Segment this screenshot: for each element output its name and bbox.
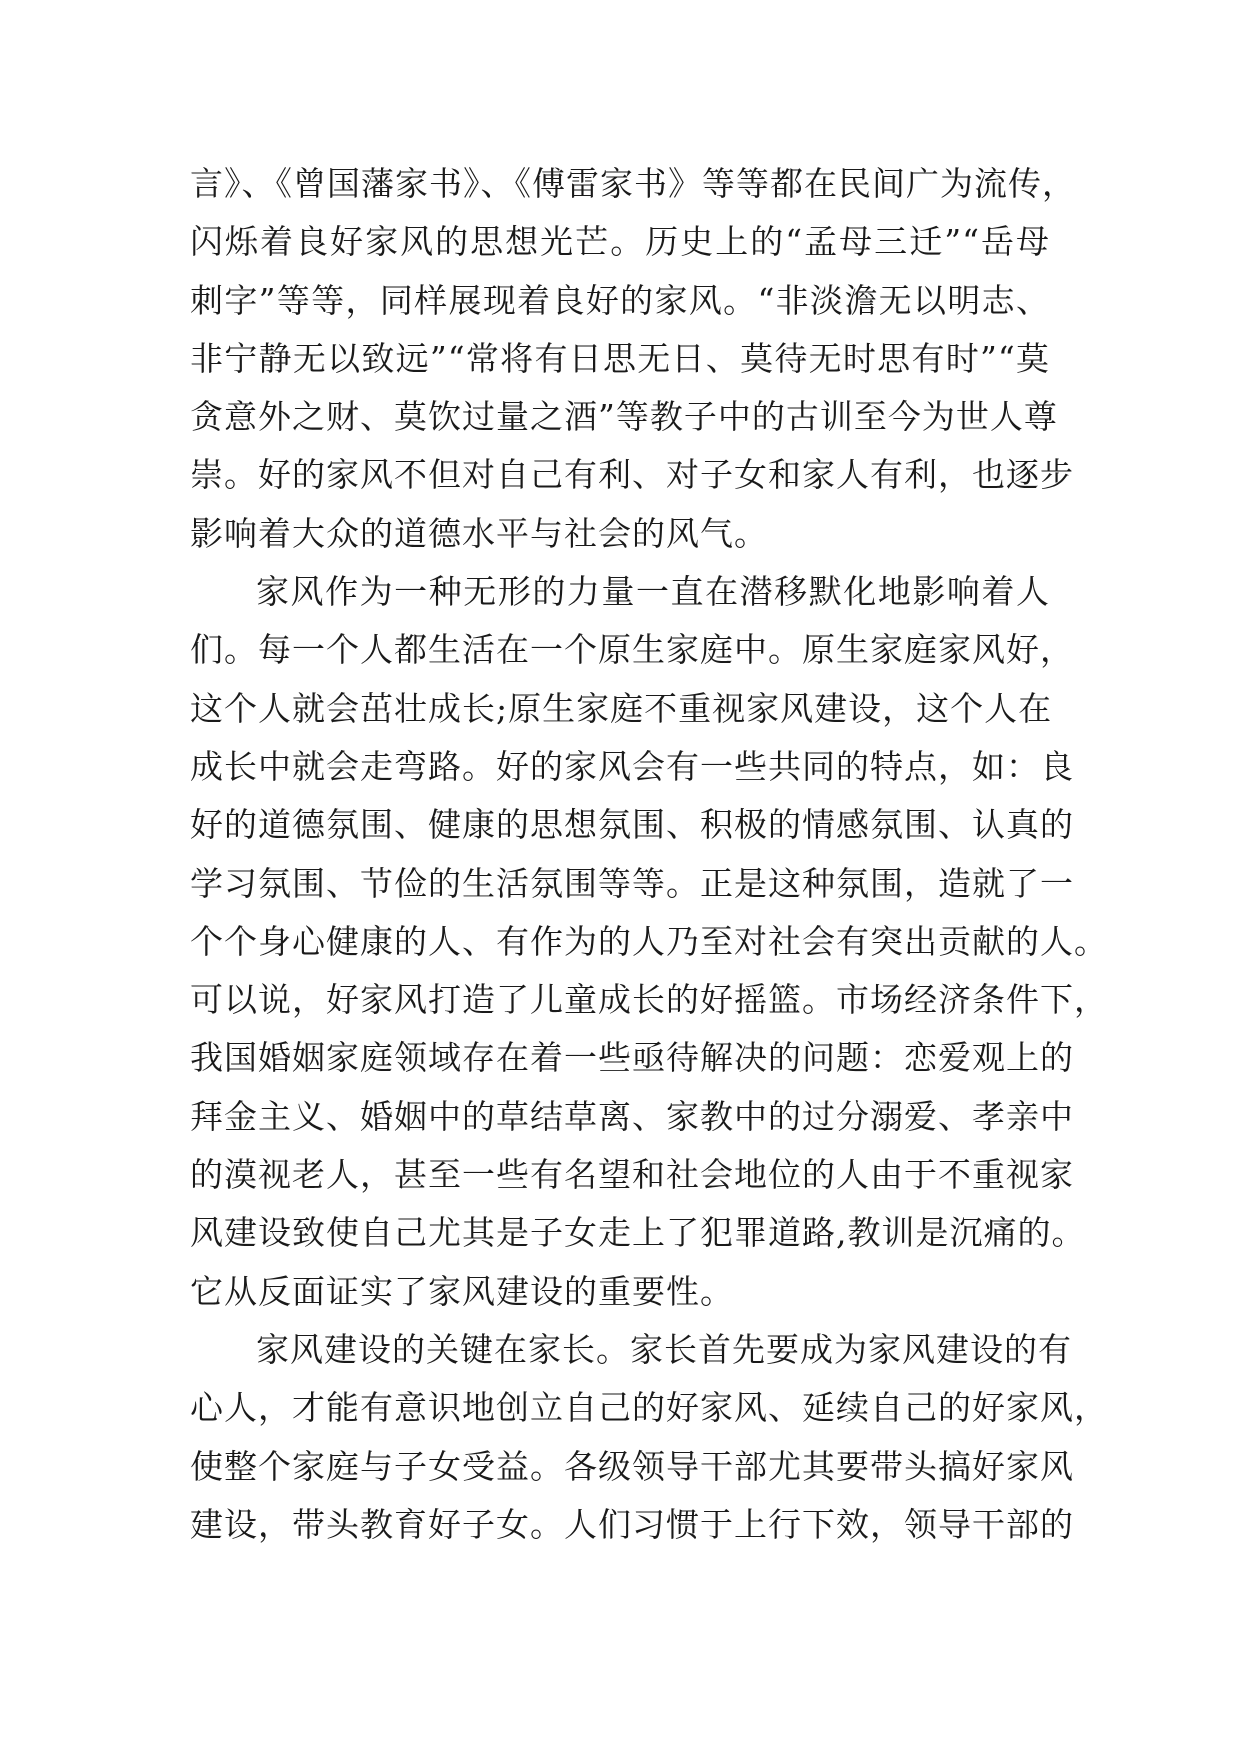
text-line: 它从反面证实了家风建设的重要性。 bbox=[190, 1271, 734, 1311]
text-line: 闪烁着良好家风的思想光芒。历史上的“孟母三迁”“岳母 bbox=[190, 222, 1050, 262]
text-line: 这个人就会茁壮成长;原生家庭不重视家风建设，这个人在 bbox=[190, 688, 1053, 728]
text-line: 言》、《曾国藩家书》、《傅雷家书》等等都在民间广为流传， bbox=[190, 164, 1076, 203]
text-line: 心人，才能有意识地创立自己的好家风、延续自己的好家风， bbox=[190, 1388, 1108, 1428]
text-line: 贪意外之财、莫饮过量之酒”等教子中的古训至今为世人尊 bbox=[190, 397, 1058, 437]
text-line: 崇。好的家风不但对自己有利、对子女和家人有利，也逐步 bbox=[190, 455, 1074, 495]
paragraph-first-line: 家风作为一种无形的力量一直在潜移默化地影响着人 bbox=[256, 572, 1050, 612]
body-text bbox=[190, 155, 1108, 1554]
paragraph-first-line: 家风建设的关键在家长。家长首先要成为家风建设的有 bbox=[256, 1329, 1072, 1369]
text-line: 可以说，好家风打造了儿童成长的好摇篮。市场经济条件下， bbox=[190, 980, 1108, 1020]
text-line: 风建设致使自己尤其是子女走上了犯罪道路,教训是沉痛的。 bbox=[190, 1213, 1086, 1253]
text-line: 的漠视老人，甚至一些有名望和社会地位的人由于不重视家 bbox=[190, 1155, 1074, 1195]
text-line: 好的道德氛围、健康的思想氛围、积极的情感氛围、认真的 bbox=[190, 805, 1074, 845]
text-line: 建设，带头教育好子女。人们习惯于上行下效，领导干部的 bbox=[190, 1504, 1074, 1544]
text-line: 影响着大众的道德水平与社会的风气。 bbox=[190, 513, 768, 553]
text-line: 非宁静无以致远”“常将有日思无日、莫待无时思有时”“莫 bbox=[190, 338, 1050, 378]
text-line: 学习氛围、节俭的生活氛围等等。正是这种氛围，造就了一 bbox=[190, 863, 1074, 903]
text-line: 我国婚姻家庭领域存在着一些亟待解决的问题：恋爱观上的 bbox=[190, 1038, 1074, 1078]
text-line: 刺字”等等，同样展现着良好的家风。“非淡澹无以明志、 bbox=[190, 280, 1050, 320]
text-line: 个个身心健康的人、有作为的人乃至对社会有突出贡献的人。 bbox=[190, 921, 1108, 961]
text-line: 使整个家庭与子女受益。各级领导干部尤其要带头搞好家风 bbox=[190, 1446, 1074, 1486]
text-line: 成长中就会走弯路。好的家风会有一些共同的特点，如：良 bbox=[190, 746, 1074, 786]
text-line: 拜金主义、婚姻中的草结草离、家教中的过分溺爱、孝亲中 bbox=[190, 1096, 1074, 1136]
text-line: 们。每一个人都生活在一个原生家庭中。原生家庭家风好， bbox=[190, 630, 1074, 670]
